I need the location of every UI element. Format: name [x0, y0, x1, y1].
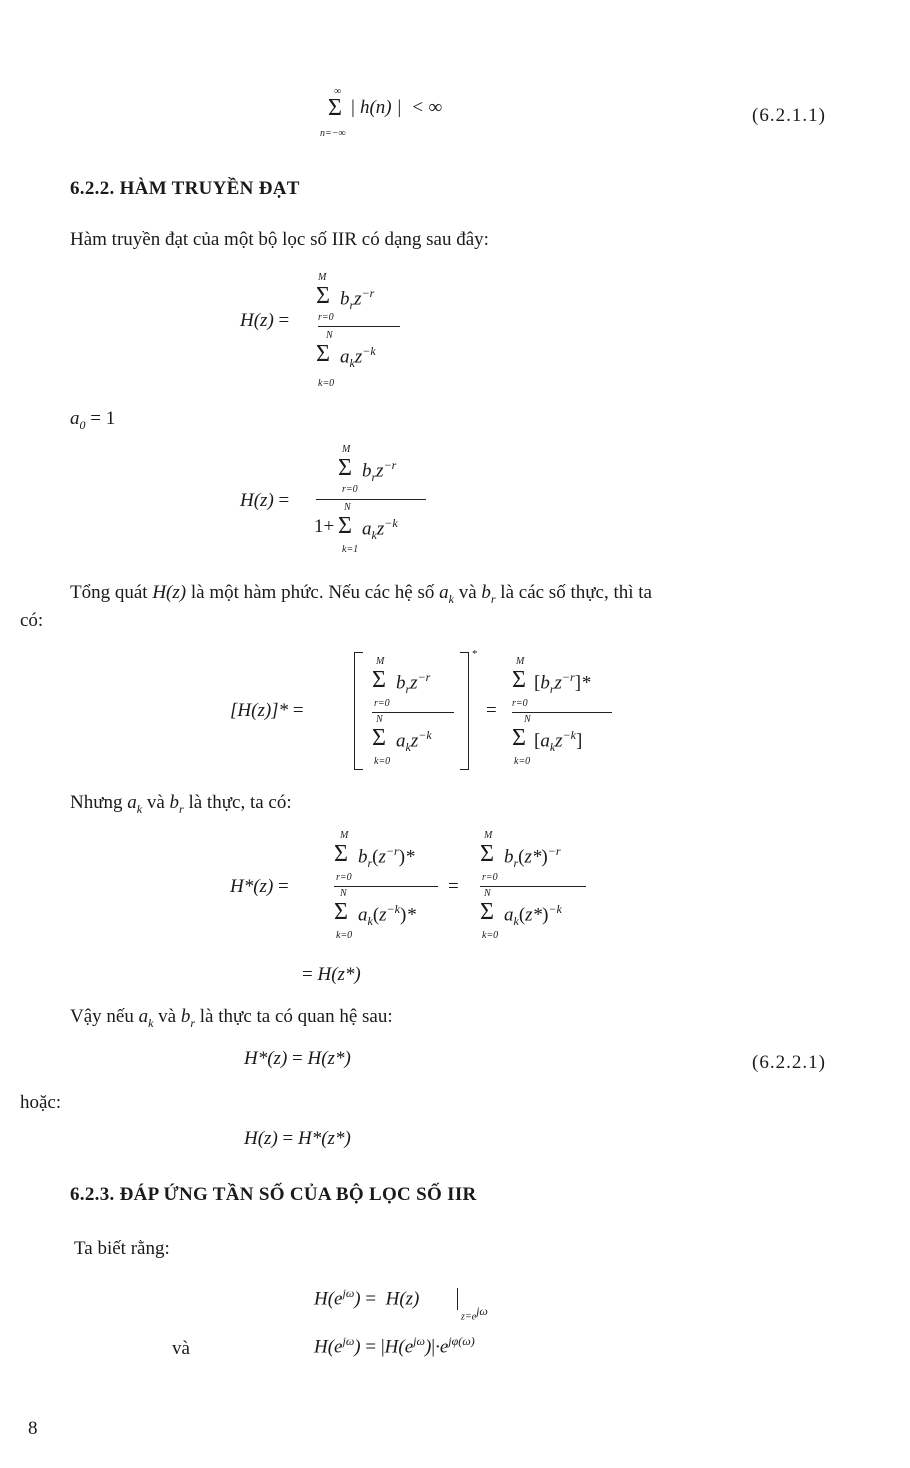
- paragraph: Nhưng $a_k$ và $b_r$ là thực, ta có:: [70, 792, 292, 816]
- equation-number: (6.2.2.1): [752, 1052, 826, 1073]
- paragraph: Vậy nếu $a_k$ và $b_r$ là thực ta có quan hệ sau:: [70, 1006, 393, 1030]
- paragraph: Hàm truyền đạt của một bộ lọc số IIR có dạng sau đây:: [70, 229, 489, 250]
- section-heading: 6.2.3. ĐÁP ỨNG TẦN SỐ CỦA BỘ LỌC SỐ IIR: [70, 1184, 477, 1205]
- conjugate-symmetry-alt-formula: H(z) = H*(z*): [244, 1128, 351, 1149]
- paragraph: Tổng quát H(z) là một hàm phức. Nếu các hệ số $a_k$ và $b_r$ là các số thực, thì ta: [70, 582, 652, 606]
- stability-condition-formula: ∞ Σ | h(n) | < ∞ n=−∞: [320, 86, 443, 139]
- paragraph: và: [172, 1338, 190, 1359]
- paragraph-continuation: có:: [20, 610, 44, 631]
- conjugate-symmetry-formula: H*(z) = H(z*): [244, 1048, 351, 1069]
- transfer-function-formula: H(z) = M Σ $b_rz^{-r}$ r=0 N Σ $a_kz^{-k}$ k=0: [240, 268, 420, 396]
- magnitude-phase-formula: $H(e^{j\omega}) = |H(e^{j\omega})|\cdot e^{j\varphi(\omega)}$: [314, 1334, 475, 1358]
- a0-condition: $a_0 = 1$: [70, 408, 116, 432]
- paragraph: hoặc:: [20, 1092, 62, 1113]
- normalized-transfer-function-formula: H(z) = M Σ $b_rz^{-r}$ r=0 N 1+ Σ $a_kz^{-k}$ k=1: [240, 444, 440, 564]
- section-heading: 6.2.2. HÀM TRUYỀN ĐẠT: [70, 178, 300, 199]
- conjugate-transfer-function-formula: [H(z)]* = * M Σ $b_rz^{-r}$ r=0 N Σ $a_kz^{-k}$ k=0 = M Σ $[b_rz^{-r}]*$ r=0 N Σ $[a_kz^{-k}]$ k=0: [230, 648, 630, 778]
- hstar-formula: H*(z) = M Σ $b_r(z^{-r})*$ r=0 N Σ $a_k(z^{-k})*$ k=0 = M Σ $b_r(z*)^{-r}$ r=0 N Σ $a_k(z*)^{-k}$ k=0 = H(z*): [230, 828, 610, 988]
- paragraph: Ta biết rằng:: [74, 1238, 170, 1259]
- equation-number: (6.2.1.1): [752, 105, 826, 126]
- frequency-response-formula: $H(e^{j\omega}) = H(z)$ $z=e^{j\omega}$: [314, 1286, 488, 1323]
- page-number: 8: [28, 1418, 38, 1439]
